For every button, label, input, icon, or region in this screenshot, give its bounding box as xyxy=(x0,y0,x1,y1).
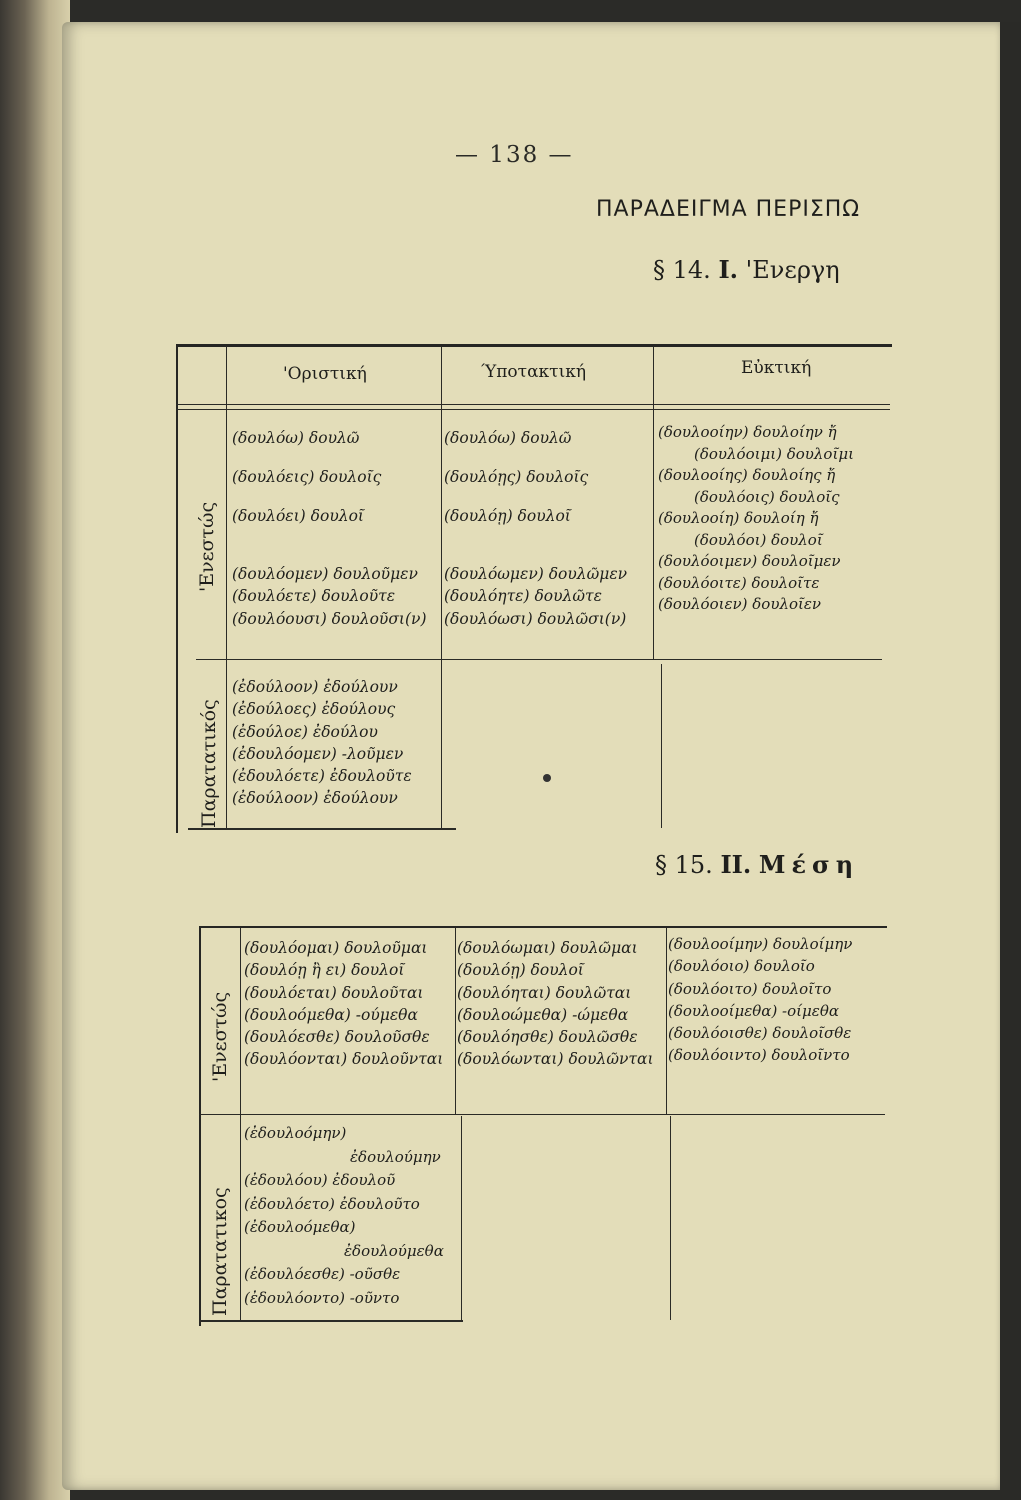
section-number: § 15. xyxy=(655,851,713,879)
form: (δουλόοιτο) δουλοῖτο xyxy=(668,979,832,998)
form: (δουλόεις) δουλοῖς xyxy=(232,468,382,486)
form: (ἐδουλόου) ἐδουλοῦ xyxy=(244,1171,396,1189)
form: (δουλοοίμεθα) -οίμεθα xyxy=(668,1001,839,1020)
form: (ἐδουλοόμην) xyxy=(244,1124,347,1142)
form: ἐδουλούμεθα xyxy=(344,1241,444,1260)
form: (δουλόῃ) δουλοῖ xyxy=(444,507,571,525)
row-label-imperfect: Παρατατικός xyxy=(198,699,220,828)
table-rule xyxy=(199,1114,885,1115)
form: (δουλόῃς) δουλοῖς xyxy=(444,468,589,486)
form: ἐδουλούμην xyxy=(350,1147,441,1166)
form: (δουλόομεν) δουλοῦμεν xyxy=(232,565,418,583)
form: (δουλόεσθε) δουλοῦσθε xyxy=(244,1028,430,1047)
form: (δουλόω) δουλῶ xyxy=(444,429,572,447)
cell-present-subjunctive xyxy=(444,419,588,536)
column-rule xyxy=(441,346,442,828)
cell-present-optative xyxy=(658,422,854,616)
page-edge-shadow xyxy=(1000,22,1021,1500)
column-header-subjunctive: Ύποτακτική xyxy=(481,362,587,382)
form: (ἐδουλόετο) ἐδουλοῦτο xyxy=(244,1194,420,1213)
form: (δουλόωσι) δουλῶσι(ν) xyxy=(444,609,627,628)
form: (δουλόεται) δουλοῦται xyxy=(244,983,424,1002)
form: (δουλοώμεθα) -ώμεθα xyxy=(457,1005,629,1024)
form: (ἐδούλοον) ἐδούλουν xyxy=(232,789,398,808)
form: (δουλόοις) δουλοῖς xyxy=(694,487,840,506)
form: (δουλόωμεν) δουλῶμεν xyxy=(444,565,628,583)
table-rule xyxy=(176,409,890,410)
column-rule xyxy=(666,928,667,1114)
form: (δουλόηται) δουλῶται xyxy=(457,983,632,1002)
column-rule xyxy=(226,346,227,828)
form: (δουλόοιεν) δουλοῖεν xyxy=(658,595,822,613)
form: (ἐδουλόομεν) -λοῦμεν xyxy=(232,744,404,763)
cell-middle-present-indicative xyxy=(244,937,443,1071)
column-header-indicative: 'Οριστική xyxy=(283,364,367,384)
section-title: Μέση xyxy=(758,850,860,879)
row-label-present: 'Ενεστώς xyxy=(196,501,218,592)
form: (ἐδούλοε) ἐδούλου xyxy=(232,722,378,741)
section-roman: Ι. xyxy=(718,255,739,284)
section-heading-middle xyxy=(655,850,859,879)
form: (δουλοοίης) δουλοίης ἤ xyxy=(658,466,836,484)
section-roman: ΙΙ. xyxy=(720,850,752,879)
form: (δουλόωμαι) δουλῶμαι xyxy=(457,939,638,957)
form: (δουλόοιο) δουλοῖο xyxy=(668,957,815,976)
table-rule xyxy=(176,404,890,405)
ink-dot xyxy=(543,774,551,782)
form: (δουλόοιμεν) δουλοῖμεν xyxy=(658,552,841,570)
form: (δουλόετε) δουλοῦτε xyxy=(232,587,396,606)
section-title: 'Ενεργη xyxy=(745,256,840,284)
form: (ἐδούλοες) ἐδούλους xyxy=(232,700,396,719)
form: (δουλόωνται) δουλῶνται xyxy=(457,1050,654,1069)
column-rule xyxy=(461,1116,462,1320)
column-rule xyxy=(240,928,241,1320)
form: (ἐδούλοον) ἐδούλουν xyxy=(232,678,398,696)
form: (ἐδουλόεσθε) -οῦσθε xyxy=(244,1265,401,1283)
form: (δουλόῃ) δουλοῖ xyxy=(457,961,584,980)
form: (δουλοοίη) δουλοίη ἤ xyxy=(658,509,819,527)
cell-present-subjunctive-plural xyxy=(444,563,627,630)
cell-present-indicative xyxy=(232,419,381,536)
form: (δουλόοι) δουλοῖ xyxy=(694,530,823,549)
form: (δουλόοιτε) δουλοῖτε xyxy=(658,573,820,592)
form: (δουλόει) δουλοῖ xyxy=(232,507,364,525)
form: (δουλόητε) δουλῶτε xyxy=(444,587,602,606)
form: (δουλόονται) δουλοῦνται xyxy=(244,1050,444,1069)
form: (δουλοοίην) δουλοίην ἤ xyxy=(658,423,837,441)
row-label-present: 'Ενεστώς xyxy=(209,991,231,1082)
row-label-imperfect: Παρατατικος xyxy=(209,1187,231,1316)
form: (δουλοοίμην) δουλοίμην xyxy=(668,935,853,953)
column-rule xyxy=(653,346,654,660)
column-rule xyxy=(670,1116,671,1320)
form: (δουλόοισθε) δουλοῖσθε xyxy=(668,1024,852,1043)
form: (δουλόουσι) δουλοῦσι(ν) xyxy=(232,609,427,628)
page-number: — 138 — xyxy=(455,142,574,168)
column-header-optative: Εὐκτική xyxy=(741,358,812,378)
cell-middle-imperfect-indicative xyxy=(244,1122,444,1310)
cell-middle-present-optative xyxy=(668,933,852,1067)
form: (δουλοόμεθα) -ούμεθα xyxy=(244,1005,418,1024)
section-heading-active xyxy=(653,255,840,284)
column-rule xyxy=(455,928,456,1114)
form: (ἐδουλόοντο) -οῦντο xyxy=(244,1288,400,1307)
book-spine xyxy=(0,0,70,1500)
section-number: § 14. xyxy=(653,256,711,284)
cell-imperfect-indicative xyxy=(232,676,412,810)
cell-middle-present-subjunctive xyxy=(457,937,654,1071)
cell-present-indicative-plural xyxy=(232,563,427,630)
form: (δουλόῃ ἢ ει) δουλοῖ xyxy=(244,961,405,980)
form: (ἐδουλόετε) ἐδουλοῦτε xyxy=(232,767,412,786)
table-rule xyxy=(188,828,456,830)
table-rule xyxy=(196,659,882,660)
form: (δουλόοιντο) δουλοῖντο xyxy=(668,1046,850,1065)
form: (δουλόοιμι) δουλοῖμι xyxy=(694,444,854,463)
form: (ἐδουλοόμεθα) xyxy=(244,1218,356,1236)
column-rule xyxy=(661,664,662,828)
form: (δουλόησθε) δουλῶσθε xyxy=(457,1028,638,1047)
form: (δουλόω) δουλῶ xyxy=(232,429,360,447)
form: (δουλόομαι) δουλοῦμαι xyxy=(244,939,428,957)
table-rule xyxy=(199,1320,463,1322)
page-heading: ΠΑΡΑΔΕΙΓΜΑ ΠΕΡΙΣΠΩ xyxy=(596,197,861,222)
